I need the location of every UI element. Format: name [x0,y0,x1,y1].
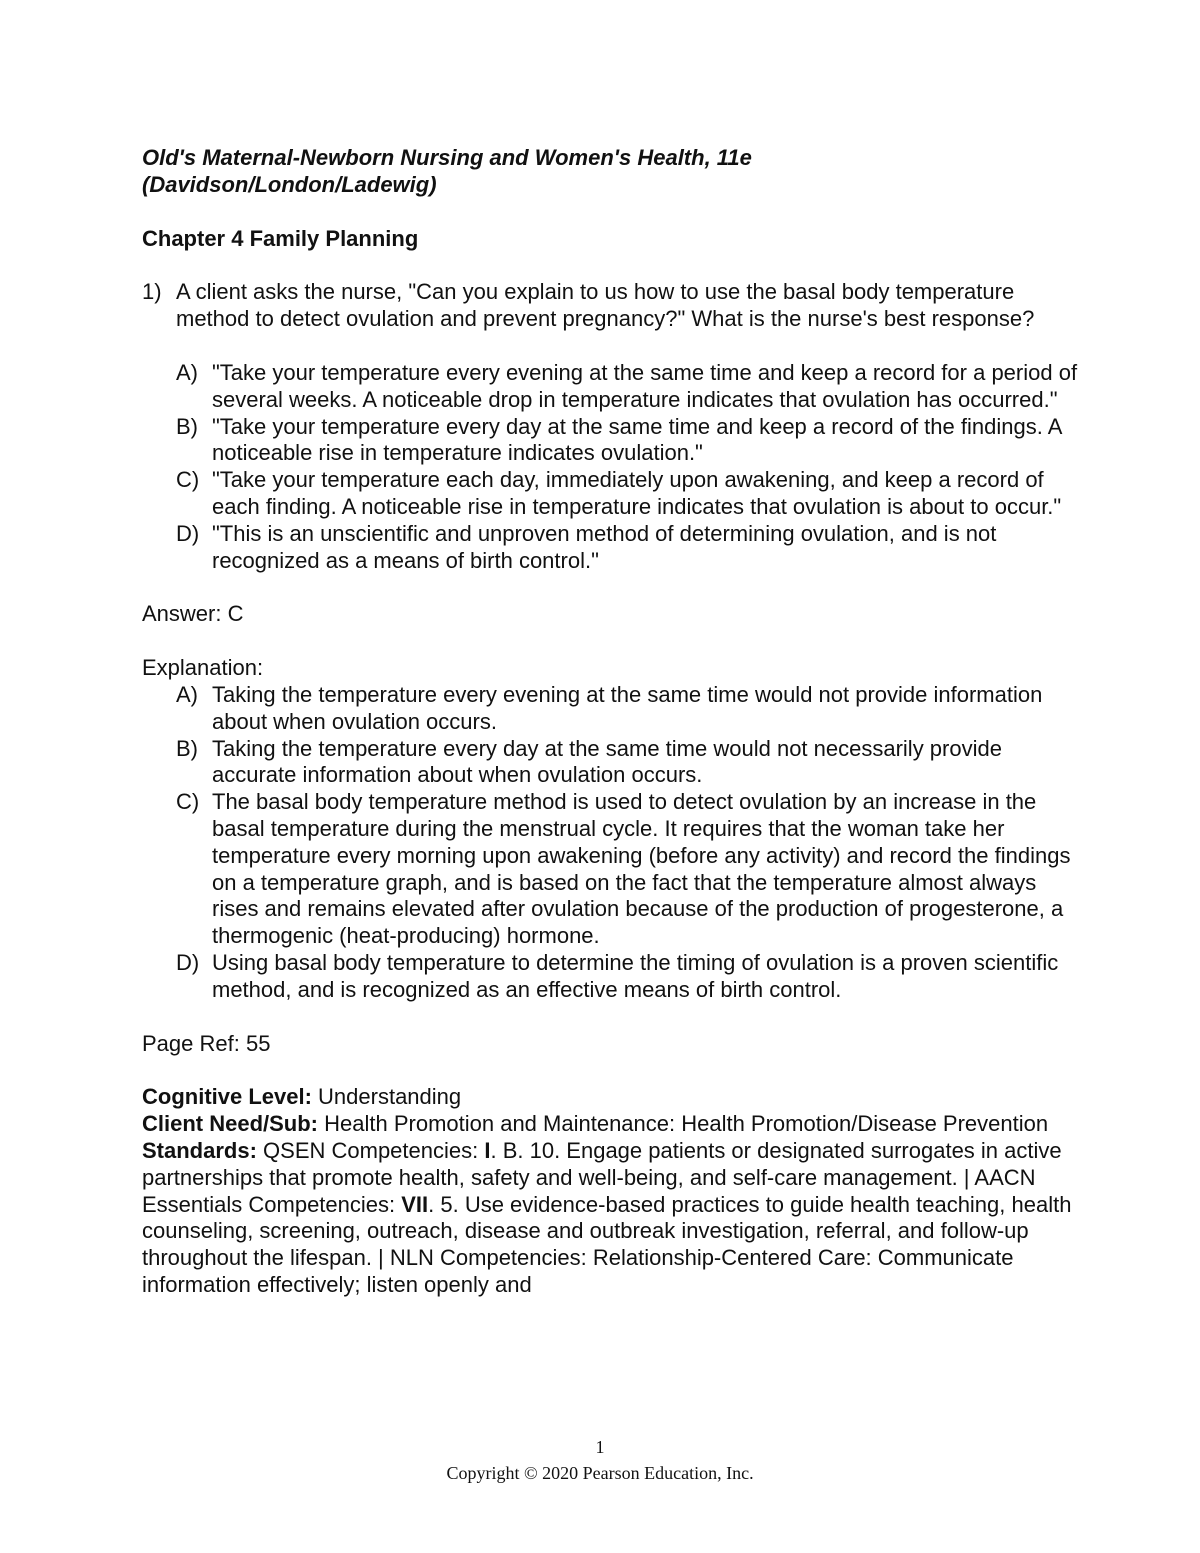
book-title-line-2: (Davidson/London/Ladewig) [142,171,437,197]
explanation-letter: C) [176,789,200,815]
chapter-heading: Chapter 4 Family Planning [142,225,419,251]
explanation-letter: D) [176,949,200,975]
explanation-list [176,682,1082,1004]
cognitive-level [142,1084,1082,1111]
standards-text-3: . 5. Use evidence-based practices to guide health teaching, health counseling, screening, outreach, disease and outbreak investigation, referral, and follow-up throughout the lifespan. | NLN Competencies: Relationship-Centered Care: Communicate information effectively; listen openly and [142,1191,1072,1297]
option-letter: D) [176,520,200,546]
option-text: "This is an unscientific and unproven method of determining ovulation, and is not recognized as a means of birth control." [212,520,997,573]
option-a [176,360,1082,414]
client-need-value: Health Promotion and Maintenance: Health Promotion/Disease Prevention [318,1111,1049,1137]
standards-roman-1: I [484,1137,491,1163]
option-c [176,467,1082,521]
cognitive-level-label: Cognitive Level: [142,1084,312,1110]
explanation-label: Explanation: [142,655,264,681]
option-letter: A) [176,359,198,385]
book-title-line-1: Old's Maternal-Newborn Nursing and Women's Health, 11e [142,145,752,170]
footer-page-number: 1 [595,1437,605,1457]
question-number: 1) [142,279,162,305]
option-letter: B) [176,413,198,439]
explanation-text: Taking the temperature every day at the same time would not necessarily provide accurate information about when ovulation occurs. [212,735,1002,788]
answer-line: Answer: C [142,601,244,627]
client-need-label: Client Need/Sub: [142,1111,319,1137]
standards-label: Standards: [142,1137,257,1163]
explanation-text: Taking the temperature every evening at the same time would not provide information about when ovulation occurs. [212,681,1043,734]
option-text: "Take your temperature every evening at the same time and keep a record for a period of several weeks. A noticeable drop in temperature indicates that ovulation has occurred." [212,359,1078,412]
option-letter: C) [176,467,200,493]
explanation-b [176,736,1082,790]
explanation-section [142,655,1082,1003]
document-page [142,145,1082,1299]
explanation-c [176,789,1082,950]
option-d [176,521,1082,575]
option-b [176,414,1082,468]
page-reference: Page Ref: 55 [142,1030,271,1056]
explanation-text: The basal body temperature method is used to detect ovulation by an increase in the basal temperature during the menstrual cycle. It requires that the woman take her temperature every morning upon awakening (before any activity) and record the findings on a temperature graph, and is based on the fact that the temperature almost always rises and remains elevated after ovulation because of the production of progesterone, a thermogenic (heat-producing) hormone. [212,789,1071,949]
client-need [142,1111,1082,1138]
explanation-letter: A) [176,681,198,707]
footer-copyright: Copyright © 2020 Pearson Education, Inc. [446,1463,754,1483]
question [142,279,1082,333]
cognitive-level-value: Understanding [311,1084,462,1110]
explanation-d [176,950,1082,1004]
explanation-text: Using basal body temperature to determine the timing of ovulation is a proven scientific method, and is recognized as an effective means of birth control. [212,949,1059,1002]
standards-text-2: . B. 10. Engage patients or designated surrogates in active partnerships that promote health, safety and well-being, and self-care management. | AACN Essentials Competencies: [142,1137,1062,1217]
explanation-letter: B) [176,735,198,761]
explanation-a [176,682,1082,736]
option-text: "Take your temperature each day, immediately upon awakening, and keep a record of each finding. A noticeable rise in temperature indicates that ovulation is about to occur." [212,467,1062,519]
standards [142,1138,1082,1299]
book-title [142,145,1082,199]
standards-text-1: QSEN Competencies: [256,1137,485,1163]
metadata-block [142,1084,1082,1298]
answer-options [176,360,1082,574]
question-text: A client asks the nurse, "Can you explain to us how to use the basal body temperature method to detect ovulation and prevent pregnancy?" What is the nurse's best response? [176,279,1035,332]
option-text: "Take your temperature every day at the same time and keep a record of the findings. A noticeable rise in temperature indicates ovulation." [212,413,1062,466]
standards-roman-2: VII [401,1191,429,1217]
